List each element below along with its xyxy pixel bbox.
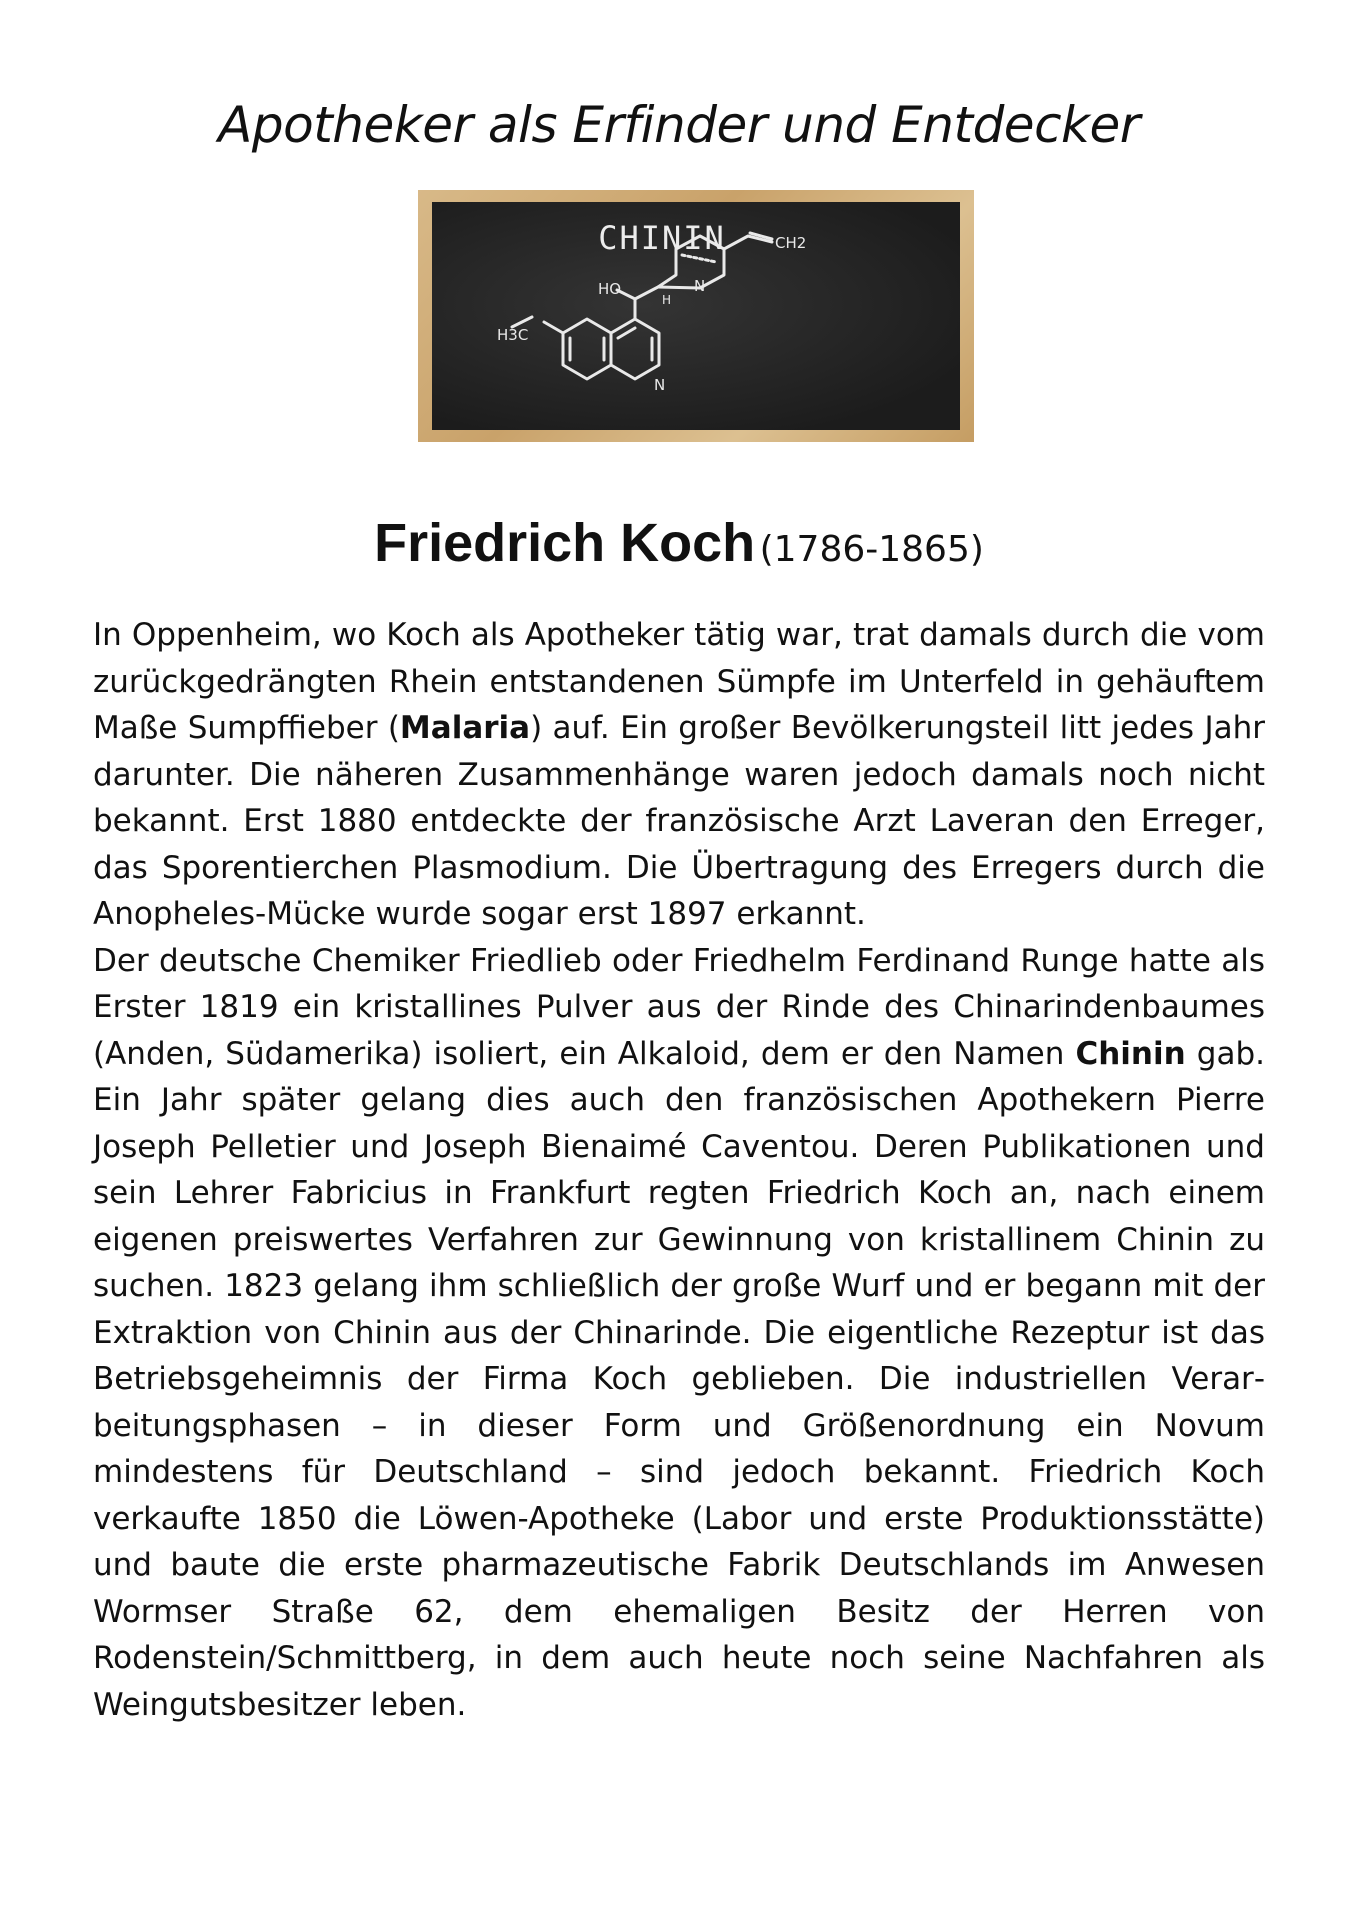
n-label-quinuclidine: N — [694, 277, 706, 295]
text-run: Der deutsche Chemiker Friedlieb oder Friedhelm Ferdinand Runge hatte als Erster 1819 ein kristallines Pulver aus der Rinde des Chinarindenbaumes (Anden, Südamerika) isoliert, ein Alkaloid, dem er den Namen — [93, 942, 1265, 1072]
paragraph — [93, 612, 1265, 938]
chinin-label: CHININ — [598, 219, 726, 257]
paragraph — [93, 938, 1265, 1729]
person-years: (1786-1865) — [759, 529, 984, 570]
n-label-quinoline: N — [654, 376, 666, 394]
person-name: Friedrich Koch — [374, 513, 756, 573]
text-run: ) auf. Ein großer Bevölkerungsteil litt jedes Jahr darunter. Die näheren Zusammenhänge waren jedoch damals noch nicht bekannt. Erst 1880 entdeckte der französische Arzt Laveran den Erreger, das Sporentierchen Plasmodium. Die Übertragung des Erregers durch die Anopheles-Mücke wurde sogar erst 1897 erkannt. — [93, 710, 1265, 932]
ch2-label: CH2 — [775, 234, 807, 252]
text-run: In Oppenheim, wo Koch als Apotheker tätig war, trat damals durch die vom zurückgedrängten Rhein entstandenen Sümpfe im Unterfeld in gehäuftem Maße Sumpffieber ( — [93, 617, 1265, 746]
h3c-label: H3C — [497, 326, 529, 344]
bold-term: Malaria — [399, 710, 531, 746]
ho-label: HO — [598, 280, 622, 298]
chalkboard-surface — [432, 202, 960, 430]
h-label: H — [662, 293, 672, 307]
body-text — [93, 612, 1265, 1728]
bold-term: Chinin — [1075, 1035, 1186, 1072]
quinine-structure-diagram — [432, 202, 960, 430]
person-heading — [0, 512, 1358, 574]
text-run: gab. Ein Jahr später gelang dies auch den französischen Apothekern Pierre Joseph Pelletier und Joseph Bienaimé Caventou. Deren Publikationen und sein Lehrer Fabricius in Frankfurt regten Friedrich Koch an, nach einem eigenen preiswertes Verfahren zur Gewinnung von kristallinem Chinin zu suchen. 1823 gelang ihm schließlich der große Wurf und er begann mit der Extraktion von Chinin aus der Chinarinde. Die eigentliche Rezeptur ist das Betriebsgeheimnis der Firma Koch geblieben. Die industriellen Verarbeitungsphasen – in dieser Form und Größenordnung ein Novum mindestens für Deutschland – sind jedoch bekannt. Friedrich Koch verkaufte 1850 die Löwen-Apotheke (Labor und erste Produktionsstätte) und baute die erste pharmazeutische Fabrik Deutschlands im Anwesen Wormser Straße 62, dem ehemaligen Besitz der Herren von Rodenstein/Schmittberg, in dem auch heute noch seine Nachfahren als Weingutsbesitzer leben. — [93, 1035, 1266, 1723]
page-title: Apotheker als Erfinder und Entdecker — [218, 96, 1140, 154]
chalkboard-image — [418, 190, 974, 442]
